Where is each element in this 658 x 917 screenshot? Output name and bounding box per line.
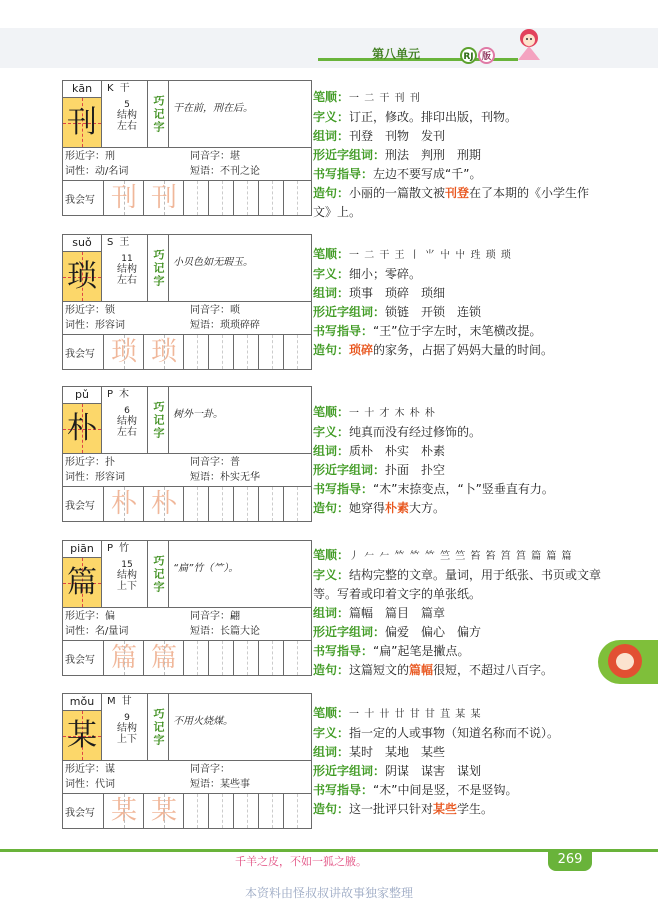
memory-riddle: 干在前，刑在后。 — [173, 103, 253, 114]
homophone: 同音字：翩 — [190, 611, 240, 622]
mascot-girl-icon — [512, 26, 546, 62]
words-label: 组词： — [313, 286, 350, 300]
tips-label: 书写指导： — [313, 167, 374, 181]
meaning: 结构完整的文章。量词，用于纸张、书页或文章等。写着或印着文字的单张纸。 — [313, 568, 602, 601]
radical: 甘 — [121, 696, 132, 707]
words: 质朴 朴实 朴素 — [349, 444, 446, 458]
write-cell[interactable] — [208, 335, 234, 369]
similar-words-label: 形近字组词： — [313, 305, 386, 319]
phrase: 短语：不刊之论 — [190, 166, 260, 177]
stroke-order: 一 二 干 王 丨 ⺌ 屮 屮 珄 琐 琐 — [349, 250, 512, 261]
meaning: 订正，修改。排印出版，刊物。 — [349, 110, 518, 124]
words: 刊登 刊物 发刊 — [349, 129, 446, 143]
radical-letter: K — [107, 83, 114, 94]
meaning: 纯真而没有经过修饰的。 — [349, 425, 482, 439]
write-cell[interactable] — [283, 181, 309, 215]
stroke-count: 15 — [121, 560, 133, 570]
similar-words: 扑面 扑空 — [385, 463, 446, 477]
write-cell[interactable] — [208, 181, 234, 215]
main-character: 朴 — [63, 404, 102, 453]
homophone: 同音字：唢 — [190, 305, 240, 316]
sentence-highlight: 朴素 — [385, 501, 410, 515]
write-cell[interactable] — [283, 641, 309, 675]
meaning: 细小；零碎。 — [349, 267, 422, 281]
write-cell[interactable] — [183, 181, 209, 215]
write-cell[interactable] — [183, 335, 209, 369]
sentence-post: 很短，不超过八百字。 — [433, 663, 554, 677]
write-cell[interactable] — [208, 487, 234, 521]
main-character: 琐 — [63, 252, 102, 301]
structure-value: 左右 — [117, 121, 137, 132]
homophone: 同音字：普 — [190, 457, 240, 468]
similar-char: 形近字：刑 — [65, 151, 115, 162]
words: 某时 某地 某些 — [349, 745, 446, 759]
trick-label: 巧记字 — [147, 81, 169, 147]
strokes-label: 笔顺： — [313, 90, 350, 104]
sentence-label: 造句： — [313, 186, 350, 200]
trace-cell[interactable]: 朴 — [143, 487, 184, 521]
char-card-4 — [62, 693, 312, 829]
writing-tips: “木”中间是竖，不是竖钩。 — [373, 783, 518, 797]
char-card-0 — [62, 80, 312, 216]
tips-label: 书写指导： — [313, 783, 374, 797]
memory-riddle: 小贝色如无瑕玉。 — [173, 257, 253, 268]
edition-rj-badge: RJ — [460, 47, 477, 64]
main-character: 某 — [63, 711, 102, 760]
tips-label: 书写指导： — [313, 482, 374, 496]
structure-value: 上下 — [117, 734, 137, 745]
strokes-label: 笔顺： — [313, 548, 350, 562]
stroke-order: 一 二 干 刊 刊 — [349, 93, 421, 104]
trace-cell[interactable]: 某 — [103, 794, 144, 828]
detail-block-2 — [313, 403, 603, 518]
practice-row — [63, 335, 311, 369]
stroke-count: 9 — [124, 713, 130, 723]
practice-label: 我会写 — [65, 349, 95, 360]
practice-row — [63, 181, 311, 215]
write-cell[interactable] — [233, 335, 259, 369]
similar-words-label: 形近字组词： — [313, 625, 386, 639]
write-cell[interactable] — [233, 181, 259, 215]
similar-char: 形近字：偏 — [65, 611, 115, 622]
radical-letter: P — [107, 389, 114, 400]
sentence-highlight: 某些 — [433, 802, 458, 816]
edition-badge — [460, 44, 498, 64]
tips-label: 书写指导： — [313, 324, 374, 338]
meaning-label: 字义： — [313, 568, 350, 582]
trace-cell[interactable]: 篇 — [143, 641, 184, 675]
similar-words-label: 形近字组词： — [313, 463, 386, 477]
pinyin: kān — [63, 81, 102, 98]
write-cell[interactable] — [208, 794, 234, 828]
trace-cell[interactable]: 琐 — [143, 335, 184, 369]
sentence-highlight: 刊登 — [445, 186, 470, 200]
main-character: 刊 — [63, 98, 102, 147]
similar-char: 形近字：锁 — [65, 305, 115, 316]
practice-row — [63, 487, 311, 521]
stroke-order: 一 十 卄 廿 甘 甘 苴 某 某 — [349, 709, 482, 720]
header-band — [0, 28, 658, 68]
fox-mascot-icon — [608, 644, 642, 678]
trick-label: 巧记字 — [147, 694, 169, 760]
char-info — [107, 236, 147, 286]
trace-cell[interactable]: 刊 — [143, 181, 184, 215]
words-label: 组词： — [313, 606, 350, 620]
sentence-post: 学生。 — [457, 802, 494, 816]
write-cell[interactable] — [283, 335, 309, 369]
char-card-2 — [62, 386, 312, 522]
write-cell[interactable] — [233, 641, 259, 675]
structure-label: 结构 — [117, 416, 137, 427]
similar-char: 形近字：扑 — [65, 457, 115, 468]
stroke-count: 5 — [124, 100, 130, 110]
radical: 木 — [119, 389, 130, 400]
write-cell[interactable] — [258, 794, 284, 828]
structure-label: 结构 — [117, 110, 137, 121]
stroke-order: 丿 𠂉 𠂉 𥫗 𥫗 𥫗 竺 竺 笞 笞 筥 筥 篇 篇 篇 — [349, 551, 573, 562]
sentence-label: 造句： — [313, 663, 350, 677]
radical-letter: S — [107, 237, 114, 248]
write-cell[interactable] — [183, 794, 209, 828]
write-cell[interactable] — [258, 487, 284, 521]
writing-tips: “王”位于字左时，末笔横改提。 — [373, 324, 542, 338]
detail-block-1 — [313, 245, 603, 360]
trick-label: 巧记字 — [147, 235, 169, 301]
similar-words: 刑法 判刑 刑期 — [385, 148, 482, 162]
main-character: 篇 — [63, 558, 102, 607]
stroke-count: 6 — [124, 406, 130, 416]
footer-proverb: 千羊之皮，不如一狐之腋。 — [235, 855, 367, 868]
meaning-label: 字义： — [313, 267, 350, 281]
memory-riddle: 不用火烧煤。 — [173, 716, 233, 727]
writing-tips: “木”末捺变点，“卜”竖垂直有力。 — [373, 482, 554, 496]
writing-tips: “扁”起笔是撇点。 — [373, 644, 470, 658]
trick-label: 巧记字 — [147, 387, 169, 453]
trace-cell[interactable]: 某 — [143, 794, 184, 828]
stroke-order: 一 十 才 木 朴 朴 — [349, 408, 436, 419]
credit-line: 本资料由怪叔叔讲故事独家整理 — [244, 886, 413, 900]
char-info — [107, 542, 147, 592]
practice-label: 我会写 — [65, 808, 95, 819]
unit-title: 第八单元 — [372, 47, 421, 61]
sentence-highlight: 琐碎 — [349, 343, 374, 357]
write-cell[interactable] — [258, 641, 284, 675]
phrase: 短语：琐琐碎碎 — [190, 320, 260, 331]
meaning: 指一定的人或事物（知道名称而不说）。 — [349, 726, 560, 740]
sentence-pre: 她穿得 — [349, 501, 386, 515]
part-of-speech: 词性：动/名词 — [65, 166, 129, 177]
write-cell[interactable] — [233, 794, 259, 828]
radical-letter: M — [107, 696, 116, 707]
write-cell[interactable] — [233, 487, 259, 521]
edition-ban-badge: 版 — [478, 47, 495, 64]
sentence-pre: 小丽的一篇散文被 — [349, 186, 446, 200]
sentence-pre: 这篇短文的 — [349, 663, 410, 677]
radical-letter: P — [107, 543, 114, 554]
char-facts — [63, 454, 311, 487]
trace-cell[interactable]: 刊 — [103, 181, 144, 215]
radical: 干 — [119, 83, 130, 94]
write-cell[interactable] — [258, 181, 284, 215]
phrase: 短语：长篇大论 — [190, 626, 260, 637]
words-label: 组词： — [313, 444, 350, 458]
words: 琐事 琐碎 琐细 — [349, 286, 446, 300]
trace-cell[interactable]: 琐 — [103, 335, 144, 369]
sentence-post: 的家务，占据了妈妈大量的时间。 — [373, 343, 554, 357]
char-info — [107, 695, 147, 745]
char-facts — [63, 302, 311, 335]
char-facts — [63, 608, 311, 641]
memory-riddle: 树外一卦。 — [173, 409, 223, 420]
sentence-label: 造句： — [313, 802, 350, 816]
write-cell[interactable] — [283, 794, 309, 828]
similar-words-label: 形近字组词： — [313, 764, 386, 778]
practice-label: 我会写 — [65, 195, 95, 206]
page-number: 269 — [548, 849, 592, 871]
strokes-label: 笔顺： — [313, 706, 350, 720]
structure-label: 结构 — [117, 723, 137, 734]
practice-label: 我会写 — [65, 655, 95, 666]
sentence-label: 造句： — [313, 343, 350, 357]
detail-block-4 — [313, 704, 603, 819]
structure-value: 左右 — [117, 427, 137, 438]
words: 篇幅 篇目 篇章 — [349, 606, 446, 620]
char-facts — [63, 148, 311, 181]
phrase: 短语：某些事 — [190, 779, 250, 790]
homophone: 同音字： — [190, 764, 230, 775]
writing-tips: 左边不要写成“千”。 — [373, 167, 482, 181]
structure-value: 上下 — [117, 581, 137, 592]
trace-cell[interactable]: 篇 — [103, 641, 144, 675]
strokes-label: 笔顺： — [313, 405, 350, 419]
meaning-label: 字义： — [313, 726, 350, 740]
meaning-label: 字义： — [313, 110, 350, 124]
practice-label: 我会写 — [65, 501, 95, 512]
similar-words: 偏爱 偏心 偏方 — [385, 625, 482, 639]
char-facts — [63, 761, 311, 794]
write-cell[interactable] — [208, 641, 234, 675]
similar-char: 形近字：谋 — [65, 764, 115, 775]
pinyin: pǔ — [63, 387, 102, 404]
similar-words-label: 形近字组词： — [313, 148, 386, 162]
structure-value: 左右 — [117, 275, 137, 286]
part-of-speech: 词性：形容词 — [65, 320, 125, 331]
similar-words: 锁链 开锁 连锁 — [385, 305, 482, 319]
char-info — [107, 82, 147, 132]
radical: 竹 — [119, 543, 130, 554]
write-cell[interactable] — [183, 641, 209, 675]
part-of-speech: 词性：形容词 — [65, 472, 125, 483]
structure-label: 结构 — [117, 264, 137, 275]
write-cell[interactable] — [183, 487, 209, 521]
phrase: 短语：朴实无华 — [190, 472, 260, 483]
pinyin: suǒ — [63, 235, 102, 252]
memory-riddle: “扁”竹（⺮）。 — [173, 563, 239, 574]
words-label: 组词： — [313, 745, 350, 759]
char-info — [107, 388, 147, 438]
detail-block-0 — [313, 88, 603, 222]
stroke-count: 11 — [121, 254, 133, 264]
pinyin: mǒu — [63, 694, 102, 711]
practice-row — [63, 641, 311, 675]
sentence-post: 在了本期的《小学生作文》上。 — [313, 186, 590, 219]
trace-cell[interactable]: 朴 — [103, 487, 144, 521]
words-label: 组词： — [313, 129, 350, 143]
structure-label: 结构 — [117, 570, 137, 581]
tips-label: 书写指导： — [313, 644, 374, 658]
radical: 王 — [119, 237, 130, 248]
char-card-3 — [62, 540, 312, 676]
meaning-label: 字义： — [313, 425, 350, 439]
strokes-label: 笔顺： — [313, 247, 350, 261]
sentence-pre: 这一批评只针对 — [349, 802, 434, 816]
practice-row — [63, 794, 311, 828]
trick-label: 巧记字 — [147, 541, 169, 607]
write-cell[interactable] — [283, 487, 309, 521]
write-cell[interactable] — [258, 335, 284, 369]
homophone: 同音字：堪 — [190, 151, 240, 162]
sentence-post: 大方。 — [409, 501, 446, 515]
sentence-highlight: 篇幅 — [409, 663, 434, 677]
detail-block-3 — [313, 546, 603, 680]
pinyin: piān — [63, 541, 102, 558]
similar-words: 阴谋 谋害 谋划 — [385, 764, 482, 778]
sentence-label: 造句： — [313, 501, 350, 515]
char-card-1 — [62, 234, 312, 370]
part-of-speech: 词性：名/量词 — [65, 626, 129, 637]
part-of-speech: 词性：代词 — [65, 779, 115, 790]
